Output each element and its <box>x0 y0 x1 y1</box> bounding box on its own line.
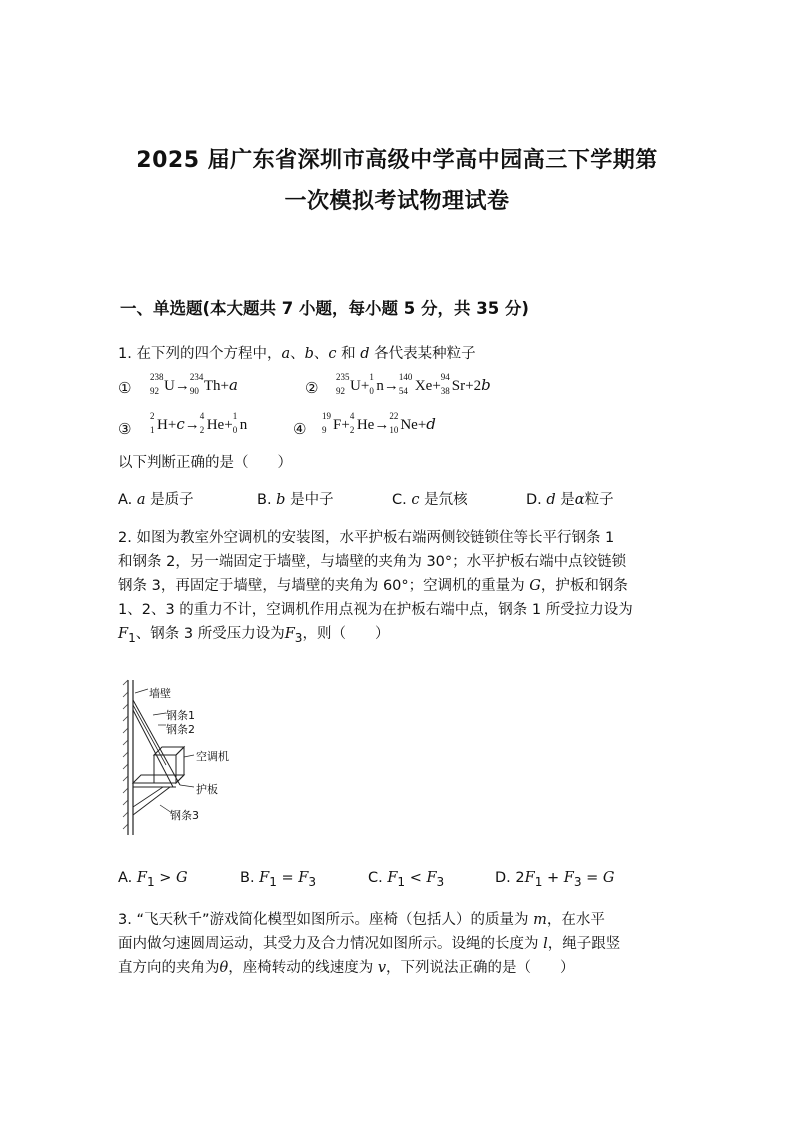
element-symbol: H <box>157 417 168 433</box>
eq1-number: ① <box>118 379 132 397</box>
text: ，则（ ） <box>302 626 390 642</box>
q2-line-4: 1、2、3 的重力不计，空调机作用点视为在护板右端中点，钢条 1 所受拉力设为 <box>118 602 633 618</box>
var-a: a <box>228 376 238 394</box>
text: 钢条 3，再固定于墙壁，与墙壁的夹角为 60°；空调机的重量为 <box>118 578 530 594</box>
option-label: B. <box>257 492 277 508</box>
subscript: 3 <box>294 630 303 645</box>
subscript: 1 <box>128 630 136 645</box>
separator: 、 <box>290 346 305 362</box>
option-var: b <box>276 492 286 508</box>
option-label: B. <box>240 870 260 886</box>
label-wall: 墙壁 <box>149 687 171 700</box>
var-F: F <box>136 870 147 886</box>
atomic-number: 92 <box>150 386 159 396</box>
atomic-number: 1 <box>150 425 155 435</box>
text: 面内做匀速圆周运动，其受力及合力情况如图所示。设绳的长度为 <box>118 936 544 952</box>
element-symbol: U <box>350 378 361 394</box>
option-var: d <box>546 492 556 508</box>
q2-line-3 <box>118 574 628 595</box>
operator: = <box>581 870 603 886</box>
option-var: a <box>136 492 146 508</box>
plus: + <box>417 417 427 433</box>
var-l: l <box>543 936 548 952</box>
operator: + <box>542 870 564 886</box>
element-symbol: Xe <box>414 378 433 394</box>
option-label: C. <box>368 870 388 886</box>
reaction-arrow: → <box>184 417 200 433</box>
element-symbol: n <box>239 417 248 433</box>
eq2-number: ② <box>305 379 319 397</box>
q3-line-1 <box>118 908 605 929</box>
var-a: a <box>281 346 291 362</box>
reaction-arrow: → <box>174 378 190 394</box>
option-label: A. <box>118 870 137 886</box>
text: ，座椅转动的线速度为 <box>228 960 378 976</box>
subscript: 1 <box>269 874 277 889</box>
label-ac-unit: 空调机 <box>196 750 229 763</box>
mass-number: 1 <box>369 372 374 382</box>
element-symbol: He <box>356 417 375 433</box>
eq4-number: ④ <box>293 420 307 438</box>
exam-title-line-2: 一次模拟考试物理试卷 <box>284 189 510 214</box>
atomic-number: 2 <box>349 425 355 435</box>
q1-judge: 以下判断正确的是（ ） <box>118 455 292 471</box>
var-v: v <box>377 960 387 976</box>
operator: > <box>154 870 177 886</box>
option-text: 是氘核 <box>419 492 468 508</box>
var-F: F <box>563 870 574 886</box>
label-steel-1: 钢条1 <box>166 709 195 722</box>
reaction-arrow: → <box>374 417 390 433</box>
var-G: G <box>176 870 188 886</box>
var-F: F <box>426 870 437 886</box>
plus: + <box>220 378 229 394</box>
option-text: 是质子 <box>145 492 194 508</box>
mass-number: 19 <box>322 411 331 421</box>
section-heading: 一、单选题(本大题共 7 小题，每小题 5 分，共 35 分) <box>120 299 529 318</box>
element-symbol: F <box>333 417 342 433</box>
element-symbol: Ne <box>400 417 418 433</box>
text: ，绳子跟竖 <box>547 936 621 952</box>
var-G: G <box>602 870 615 886</box>
subscript: 1 <box>397 874 406 889</box>
mass-number: 140 <box>398 372 413 382</box>
var-theta: θ <box>219 960 229 976</box>
separator: 、 <box>313 346 329 362</box>
q1-option-c[interactable] <box>392 488 468 509</box>
text: ，在水平 <box>546 912 605 928</box>
atomic-number: 2 <box>199 425 205 435</box>
conj: 和 <box>336 346 361 362</box>
mass-number: 1 <box>232 411 238 421</box>
option-label: D. <box>526 492 547 508</box>
q2-line-5 <box>118 622 389 645</box>
element-symbol: Th <box>203 378 221 394</box>
plus: + <box>432 378 441 394</box>
mass-number: 4 <box>199 411 205 421</box>
q3-line-2 <box>118 932 620 953</box>
q3-line-3 <box>118 956 575 977</box>
q1-option-b[interactable] <box>257 488 334 509</box>
text: ，护板和钢条 <box>540 578 628 594</box>
coefficient: 2 <box>473 378 482 394</box>
var-F: F <box>284 626 295 642</box>
equation-4 <box>322 411 436 435</box>
q2-option-d[interactable] <box>495 870 614 889</box>
equation-3 <box>150 411 248 435</box>
atomic-number: 54 <box>398 386 408 396</box>
atomic-number: 0 <box>232 425 238 435</box>
mass-number: 2 <box>150 411 155 421</box>
atomic-number: 9 <box>322 425 327 435</box>
mass-number: 4 <box>349 411 355 421</box>
atomic-number: 38 <box>440 386 450 396</box>
option-text: 粒子 <box>584 492 614 508</box>
atomic-number: 90 <box>189 386 199 396</box>
q2-option-b[interactable] <box>240 870 316 889</box>
plus: + <box>360 378 370 394</box>
var-m: m <box>533 912 547 928</box>
subscript: 3 <box>308 874 317 889</box>
label-board: 护板 <box>196 783 218 796</box>
var-G: G <box>529 578 541 594</box>
element-symbol: He <box>206 417 225 433</box>
var-b: b <box>304 346 314 362</box>
q1-option-a[interactable] <box>118 488 194 509</box>
eq3-number: ③ <box>118 420 132 438</box>
q2-option-a[interactable] <box>118 870 188 889</box>
option-text: 是中子 <box>285 492 334 508</box>
atomic-number: 10 <box>389 425 399 435</box>
option-label: D. <box>495 870 516 886</box>
q2-option-c[interactable] <box>368 870 444 889</box>
subscript: 3 <box>436 874 445 889</box>
var-d: d <box>360 346 370 362</box>
var-F: F <box>298 870 309 886</box>
q2-line-2: 和钢条 2，另一端固定于墙壁，与墙壁的夹角为 30°；水平护板右端中点铰链锁 <box>118 554 627 570</box>
equation-2 <box>336 372 491 396</box>
label-steel-3: 钢条3 <box>170 809 199 822</box>
var-c: c <box>328 346 337 362</box>
var-c: c <box>176 415 185 433</box>
operator: < <box>405 870 427 886</box>
plus: + <box>167 417 177 433</box>
var-F: F <box>524 870 535 886</box>
exam-title-line-1: 2025 届广东省深圳市高级中学高中园高三下学期第 <box>136 148 658 173</box>
mass-number: 94 <box>440 372 450 382</box>
option-label: C. <box>392 492 412 508</box>
subscript: 1 <box>146 874 155 889</box>
q1-option-d[interactable] <box>526 488 614 509</box>
q1-stem-suffix: 各代表某种粒子 <box>369 346 476 362</box>
option-var: c <box>411 492 420 508</box>
var-d: d <box>426 415 436 433</box>
coefficient: 2 <box>515 870 525 886</box>
ac-installation-figure <box>118 675 258 840</box>
reaction-arrow: → <box>383 378 399 394</box>
mass-number: 238 <box>150 372 164 382</box>
q2-line-1: 2. 如图为教室外空调机的安装图，水平护板右端两侧铰链锁住等长平行钢条 1 <box>118 530 615 546</box>
text: 3. “飞天秋千”游戏简化模型如图所示。座椅（包括人）的质量为 <box>118 912 534 928</box>
subscript: 3 <box>573 874 582 889</box>
mass-number: 22 <box>389 411 399 421</box>
text: 直方向的夹角为 <box>118 960 220 976</box>
operator: = <box>276 870 299 886</box>
text: ，下列说法正确的是（ ） <box>386 960 575 976</box>
q1-stem <box>118 342 476 363</box>
element-symbol: Sr <box>451 378 466 394</box>
element-symbol: n <box>376 378 384 394</box>
var-F: F <box>387 870 398 886</box>
alpha-symbol: α <box>574 492 585 508</box>
equation-1 <box>150 372 238 396</box>
mass-number: 235 <box>336 372 350 382</box>
var-F: F <box>118 626 129 642</box>
atomic-number: 0 <box>369 386 374 396</box>
option-text: 是 <box>555 492 575 508</box>
option-label: A. <box>118 492 137 508</box>
mass-number: 234 <box>189 372 204 382</box>
var-b: b <box>481 376 491 394</box>
element-symbol: U <box>164 378 175 394</box>
text: 、钢条 3 所受压力设为 <box>135 626 285 642</box>
label-steel-2: 钢条2 <box>166 723 195 736</box>
subscript: 1 <box>534 874 543 889</box>
atomic-number: 92 <box>336 386 345 396</box>
q1-stem-prefix: 1. 在下列的四个方程中， <box>118 346 282 362</box>
var-F: F <box>259 870 270 886</box>
plus: + <box>341 417 350 433</box>
plus: + <box>465 378 474 394</box>
plus: + <box>224 417 233 433</box>
